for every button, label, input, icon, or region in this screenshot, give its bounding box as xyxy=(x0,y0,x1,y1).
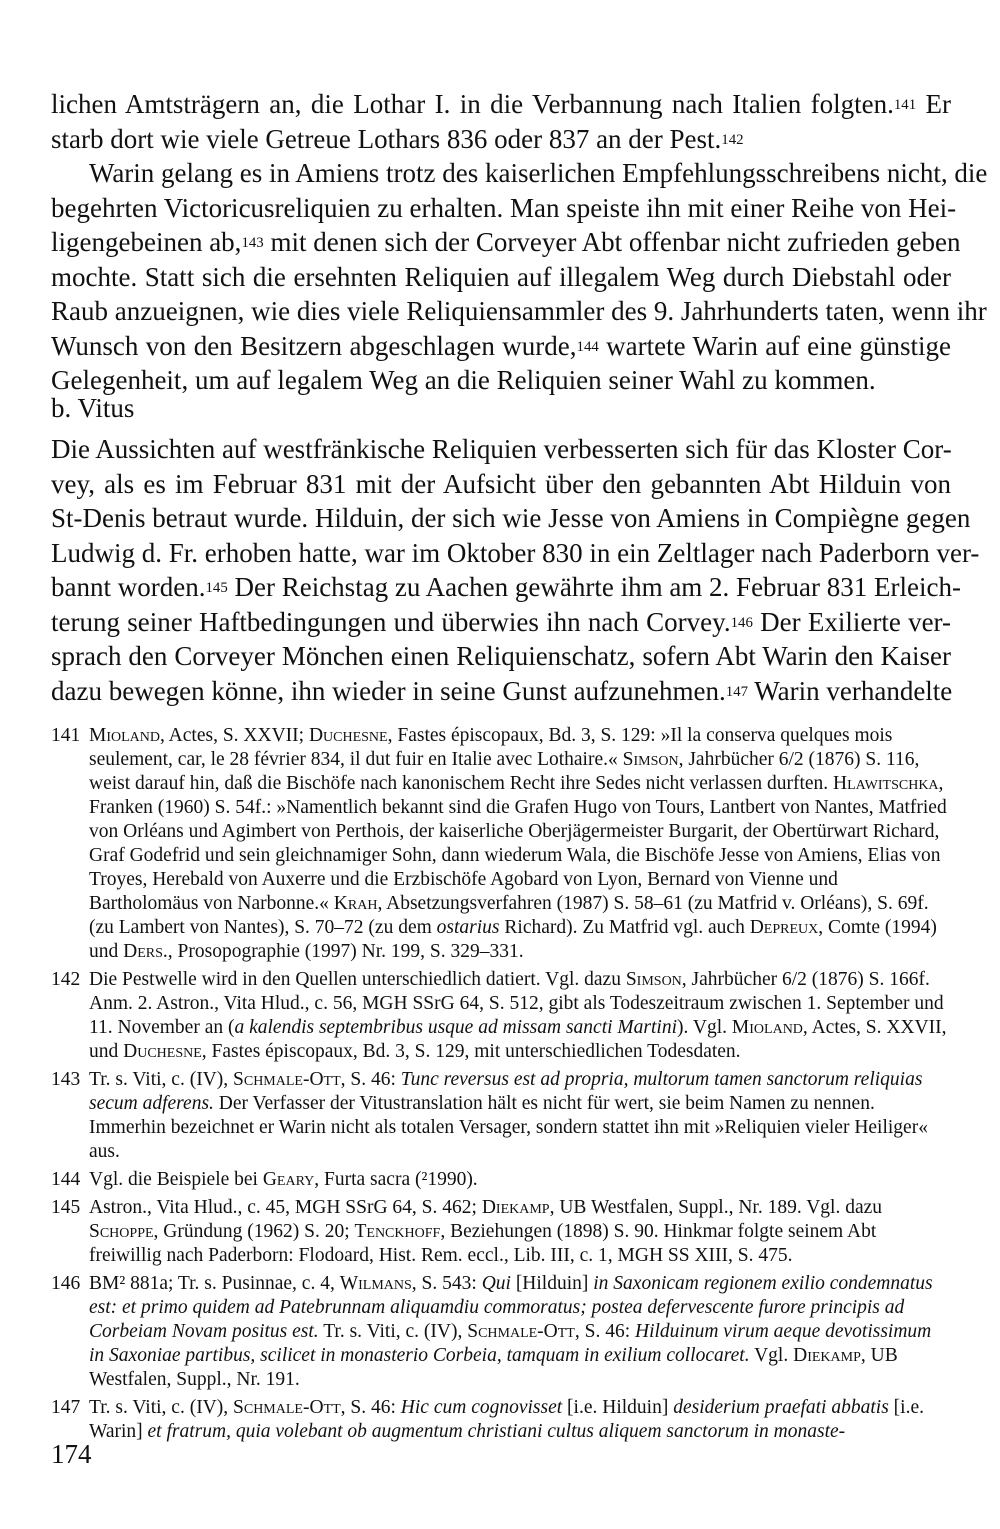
footnote-ref[interactable]: 142 xyxy=(721,131,744,148)
footnote-ref[interactable]: 145 xyxy=(205,580,228,597)
text-line: Ludwig d. Fr. erhoben hatte, war im Oktober 830 in ein Zeltlager nach Paderborn ver- xyxy=(51,537,980,568)
footnote-number: 144 xyxy=(51,1169,81,1190)
text-line: Wunsch von den Besitzern abgeschlagen wurde,$^{144}$ wartete Warin auf eine günstige xyxy=(51,330,951,361)
footnote-segment: , Actes, S. XXVII, und xyxy=(89,1017,947,1062)
author-name: Simson xyxy=(625,969,682,990)
footnote-segment: [i.e. Warin] xyxy=(89,1397,924,1442)
footnote-segment: Der Verfasser der Vitustranslation hält es nicht für wert, sie beim Namen zu nennen. Immerhin bezeichnet er Warin nicht als totalen Versager, sondern stattet ihn mit »Reliquien vieler Heiliger« aus. xyxy=(89,1093,928,1162)
footnote-segment: , Jahrbücher 6/2 (1876) S. 116, weist darauf hin, daß die Bischöfe nach kanonischem Recht ihre Sedes nicht verlassen durften. xyxy=(89,749,920,794)
author-name: Mioland xyxy=(89,725,160,746)
footnote-segment: [i.e. Hilduin] xyxy=(562,1397,674,1418)
paragraph-2 xyxy=(51,156,988,398)
footnote-text xyxy=(89,724,951,964)
author-name: Diekamp xyxy=(481,1197,550,1218)
author-name: Hlawitschka xyxy=(833,773,939,794)
footnote-number: 145 xyxy=(51,1197,81,1218)
footnote-segment: Die Pestwelle wird in den Quellen unterschiedlich datiert. Vgl. dazu xyxy=(89,969,626,990)
footnote-ref[interactable]: 141 xyxy=(893,97,917,114)
text-line: Gelegenheit, um auf legalem Weg an die Reliquien seiner Wahl zu kommen. xyxy=(51,365,876,395)
latin-quote: ostarius xyxy=(436,917,500,938)
footnote-number: 147 xyxy=(51,1397,81,1418)
footnote xyxy=(51,1168,951,1192)
footnote-segment: BM² 881a; Tr. s. Pusinnae, c. 4, xyxy=(89,1273,340,1294)
footnote-ref[interactable]: 147 xyxy=(725,683,749,700)
footnote-segment: , Jahrbücher 6/2 (1876) S. 166f. Anm. 2. Astron., Vita Hlud., c. 56, MGH SSrG 64, S. 512, gibt als Todeszeitraum zwischen 1. September und 11. November an ( xyxy=(89,969,944,1038)
author-name: Tenckhoff xyxy=(354,1221,441,1242)
author-name: Schmale-Ott xyxy=(233,1397,341,1418)
latin-quote: Tunc reversus est ad propria, multorum tamen sanctorum reliquias secum adferens. xyxy=(89,1069,923,1114)
latin-quote: Qui xyxy=(481,1273,511,1294)
text-line: vey, als es im Februar 831 mit der Aufsicht über den gebannten Abt Hilduin von xyxy=(51,468,951,499)
footnote-segment: , Beziehungen (1898) S. 90. Hinkmar folgte seinem Abt freiwillig nach Paderborn: Flodoard, Hist. Rem. eccl., Lib. III, c. 1, MGH SS XIII, S. 475. xyxy=(89,1221,877,1266)
footnote-segment: , Furta sacra (²1990). xyxy=(314,1169,478,1190)
footnote-ref[interactable]: 146 xyxy=(730,614,753,631)
text-line: sprach den Corveyer Mönchen einen Reliquienschatz, sofern Abt Warin den Kaiser xyxy=(51,641,951,671)
footnote-segment: , UB Westfalen, Suppl., Nr. 191. xyxy=(89,1345,898,1390)
footnote-text xyxy=(89,1196,951,1268)
footnote xyxy=(51,724,951,964)
footnote xyxy=(51,1396,951,1444)
text-line: ligengebeinen ab,$^{143}$ mit denen sich der Corveyer Abt offenbar nicht zufrieden geben xyxy=(51,227,961,257)
footnote-text xyxy=(89,1272,951,1392)
text-line: Warin gelang es in Amiens trotz des kaiserlichen Empfehlungsschreibens nicht, die xyxy=(89,158,988,188)
footnote-segment: , S. 46: xyxy=(340,1397,401,1418)
text-line: Raub anzueignen, wie dies viele Reliquiensammler des 9. Jahrhunderts taten, wenn ihr xyxy=(51,296,987,326)
footnote-segment: , S. 46: xyxy=(340,1069,401,1090)
footnote-segment: ). Vgl. xyxy=(677,1017,732,1038)
footnote-segment: Richard). Zu Matfrid vgl. auch xyxy=(499,917,750,938)
footnote-number: 143 xyxy=(51,1069,81,1090)
paragraph-3 xyxy=(51,432,980,708)
footnote-ref[interactable]: 144 xyxy=(576,338,599,355)
footnote-segment: Tr. s. Viti, c. (IV), xyxy=(89,1069,234,1090)
footnote-segment: , S. 543: xyxy=(411,1273,482,1294)
author-name: Schoppe xyxy=(89,1221,154,1242)
text-line: dazu bewegen könne, ihn wieder in seine Gunst aufzunehmen.$^{147}$ Warin verhandelte xyxy=(51,675,953,706)
latin-quote: desiderium praefati abbatis xyxy=(673,1397,889,1418)
footnote xyxy=(51,1068,951,1164)
footnote-segment: , Gründung (1962) S. 20; xyxy=(153,1221,355,1242)
footnote xyxy=(51,968,951,1064)
footnote-segment: Vgl. die Beispiele bei xyxy=(89,1169,263,1190)
footnotes-section xyxy=(51,724,951,1448)
footnote-segment: Tr. s. Viti, c. (IV), xyxy=(318,1321,468,1342)
footnote-segment: , Absetzungsverfahren (1987) S. 58–61 (zu Matfrid v. Orléans), S. 69f. (zu Lambert von Nantes), S. 70–72 (zu dem xyxy=(89,893,929,938)
text-line: starb dort wie viele Getreue Lothars 836 oder 837 an der Pest.$^{142}$ xyxy=(51,123,744,154)
author-name: Geary xyxy=(262,1169,315,1190)
footnote-segment: , Comte (1994) und xyxy=(89,917,937,962)
latin-quote: Hic cum cognovisset xyxy=(400,1397,563,1418)
footnote-segment: Astron., Vita Hlud., c. 45, MGH SSrG 64, S. 462; xyxy=(89,1197,482,1218)
author-name: Mioland xyxy=(731,1017,803,1038)
footnote-number: 141 xyxy=(51,725,81,746)
footnote-segment: Tr. s. Viti, c. (IV), xyxy=(89,1397,234,1418)
footnote-number: 146 xyxy=(51,1273,81,1294)
footnote-number: 142 xyxy=(51,969,81,990)
footnote-segment: , Fastes épiscopaux, Bd. 3, S. 129, mit unterschiedlichen Todesdaten. xyxy=(201,1041,741,1062)
footnote xyxy=(51,1196,951,1268)
author-name: Diekamp xyxy=(793,1345,861,1366)
paragraph-1 xyxy=(51,87,951,156)
author-name: Simson xyxy=(622,749,679,770)
author-name: Duchesne xyxy=(308,725,388,746)
text-line: bannt worden.$^{145}$ Der Reichstag zu Aachen gewährte ihm am 2. Februar 831 Erleich- xyxy=(51,572,961,602)
text-line: Die Aussichten auf westfränkische Reliquien verbesserten sich für das Kloster Cor- xyxy=(51,434,952,464)
footnote-ref[interactable]: 143 xyxy=(241,235,264,252)
author-name: Depreux xyxy=(749,917,819,938)
latin-quote: a kalendis septembribus usque ad missam sancti Martini xyxy=(234,1017,678,1038)
author-name: Ders. xyxy=(123,941,168,962)
author-name: Schmale-Ott xyxy=(467,1321,575,1342)
footnote-segment: , S. 46: xyxy=(574,1321,635,1342)
page-number: 174 xyxy=(51,1439,92,1469)
footnote-text xyxy=(89,968,951,1064)
footnote-segment: [Hilduin] xyxy=(510,1273,594,1294)
author-name: Schmale-Ott xyxy=(233,1069,341,1090)
footnote-text xyxy=(89,1068,951,1164)
text-line: begehrten Victoricusreliquien zu erhalten. Man speiste ihn mit einer Reihe von Hei- xyxy=(51,192,957,223)
footnote-segment: , Prosopographie (1997) Nr. 199, S. 329–331. xyxy=(167,941,524,962)
footnote-segment: , Actes, S. XXVII; xyxy=(160,725,309,746)
section-heading: b. Vitus xyxy=(51,393,135,423)
text-line: lichen Amtsträgern an, die Lothar I. in die Verbannung nach Italien folgten.$^{141}$ Er xyxy=(51,89,952,119)
latin-quote: in Saxonicam regionem exilio condemnatus est: et primo quidem ad Patebrunnam aliquamdiu commoratus; postea defervescente furore principis ad Corbeiam Novam positus est. xyxy=(89,1273,933,1342)
author-name: Wilmans xyxy=(339,1273,412,1294)
text-line: terung seiner Haftbedingungen und überwies ihn nach Corvey.$^{146}$ Der Exilierte ver- xyxy=(51,606,952,637)
text-line: St-Denis betraut wurde. Hilduin, der sich wie Jesse von Amiens in Compiègne gegen xyxy=(51,503,971,533)
footnote xyxy=(51,1272,951,1392)
footnote-segment: , Fastes épiscopaux, Bd. 3, S. 129: »Il la conserva quelques mois seulement, car, le 28 février 834, il dut fuir en Italie avec Lothaire.« xyxy=(89,725,893,770)
author-name: Duchesne xyxy=(123,1041,202,1062)
text-line: mochte. Statt sich die ersehnten Reliquien auf illegalem Weg durch Diebstahl oder xyxy=(51,261,951,292)
latin-quote: et fratrum, quia volebant ob augmentum christiani cultus aliquem sanctorum in monaste- xyxy=(147,1421,846,1442)
footnote-segment: , Franken (1960) S. 54f.: »Namentlich bekannt sind die Grafen Hugo von Tours, Lantbert von Nantes, Matfried von Orléans und Agimbert von Perthois, der kaiserliche Oberjägermeister Burgarit, der Obertürwart Richard, Graf Godefrid und sein gleichnamiger Sohn, dann wiederum Wala, die Bischöfe Jesse von Amiens, Elias von Troyes, Herebald von Auxerre und die Erzbischöfe Agobard von Lyon, Bernard von Vienne und Bartholomäus von Narbonne.« xyxy=(89,773,947,914)
footnote-segment: , UB Westfalen, Suppl., Nr. 189. Vgl. dazu xyxy=(549,1197,883,1218)
footnote-segment: Vgl. xyxy=(749,1345,794,1366)
author-name: Krah xyxy=(333,893,378,914)
footnote-text xyxy=(89,1396,951,1444)
latin-quote: Hilduinum virum aeque devotissimum in Saxoniae partibus, scilicet in monasterio Corbeia, tamquam in exilium collocaret. xyxy=(89,1321,932,1366)
footnote-text xyxy=(89,1168,951,1192)
